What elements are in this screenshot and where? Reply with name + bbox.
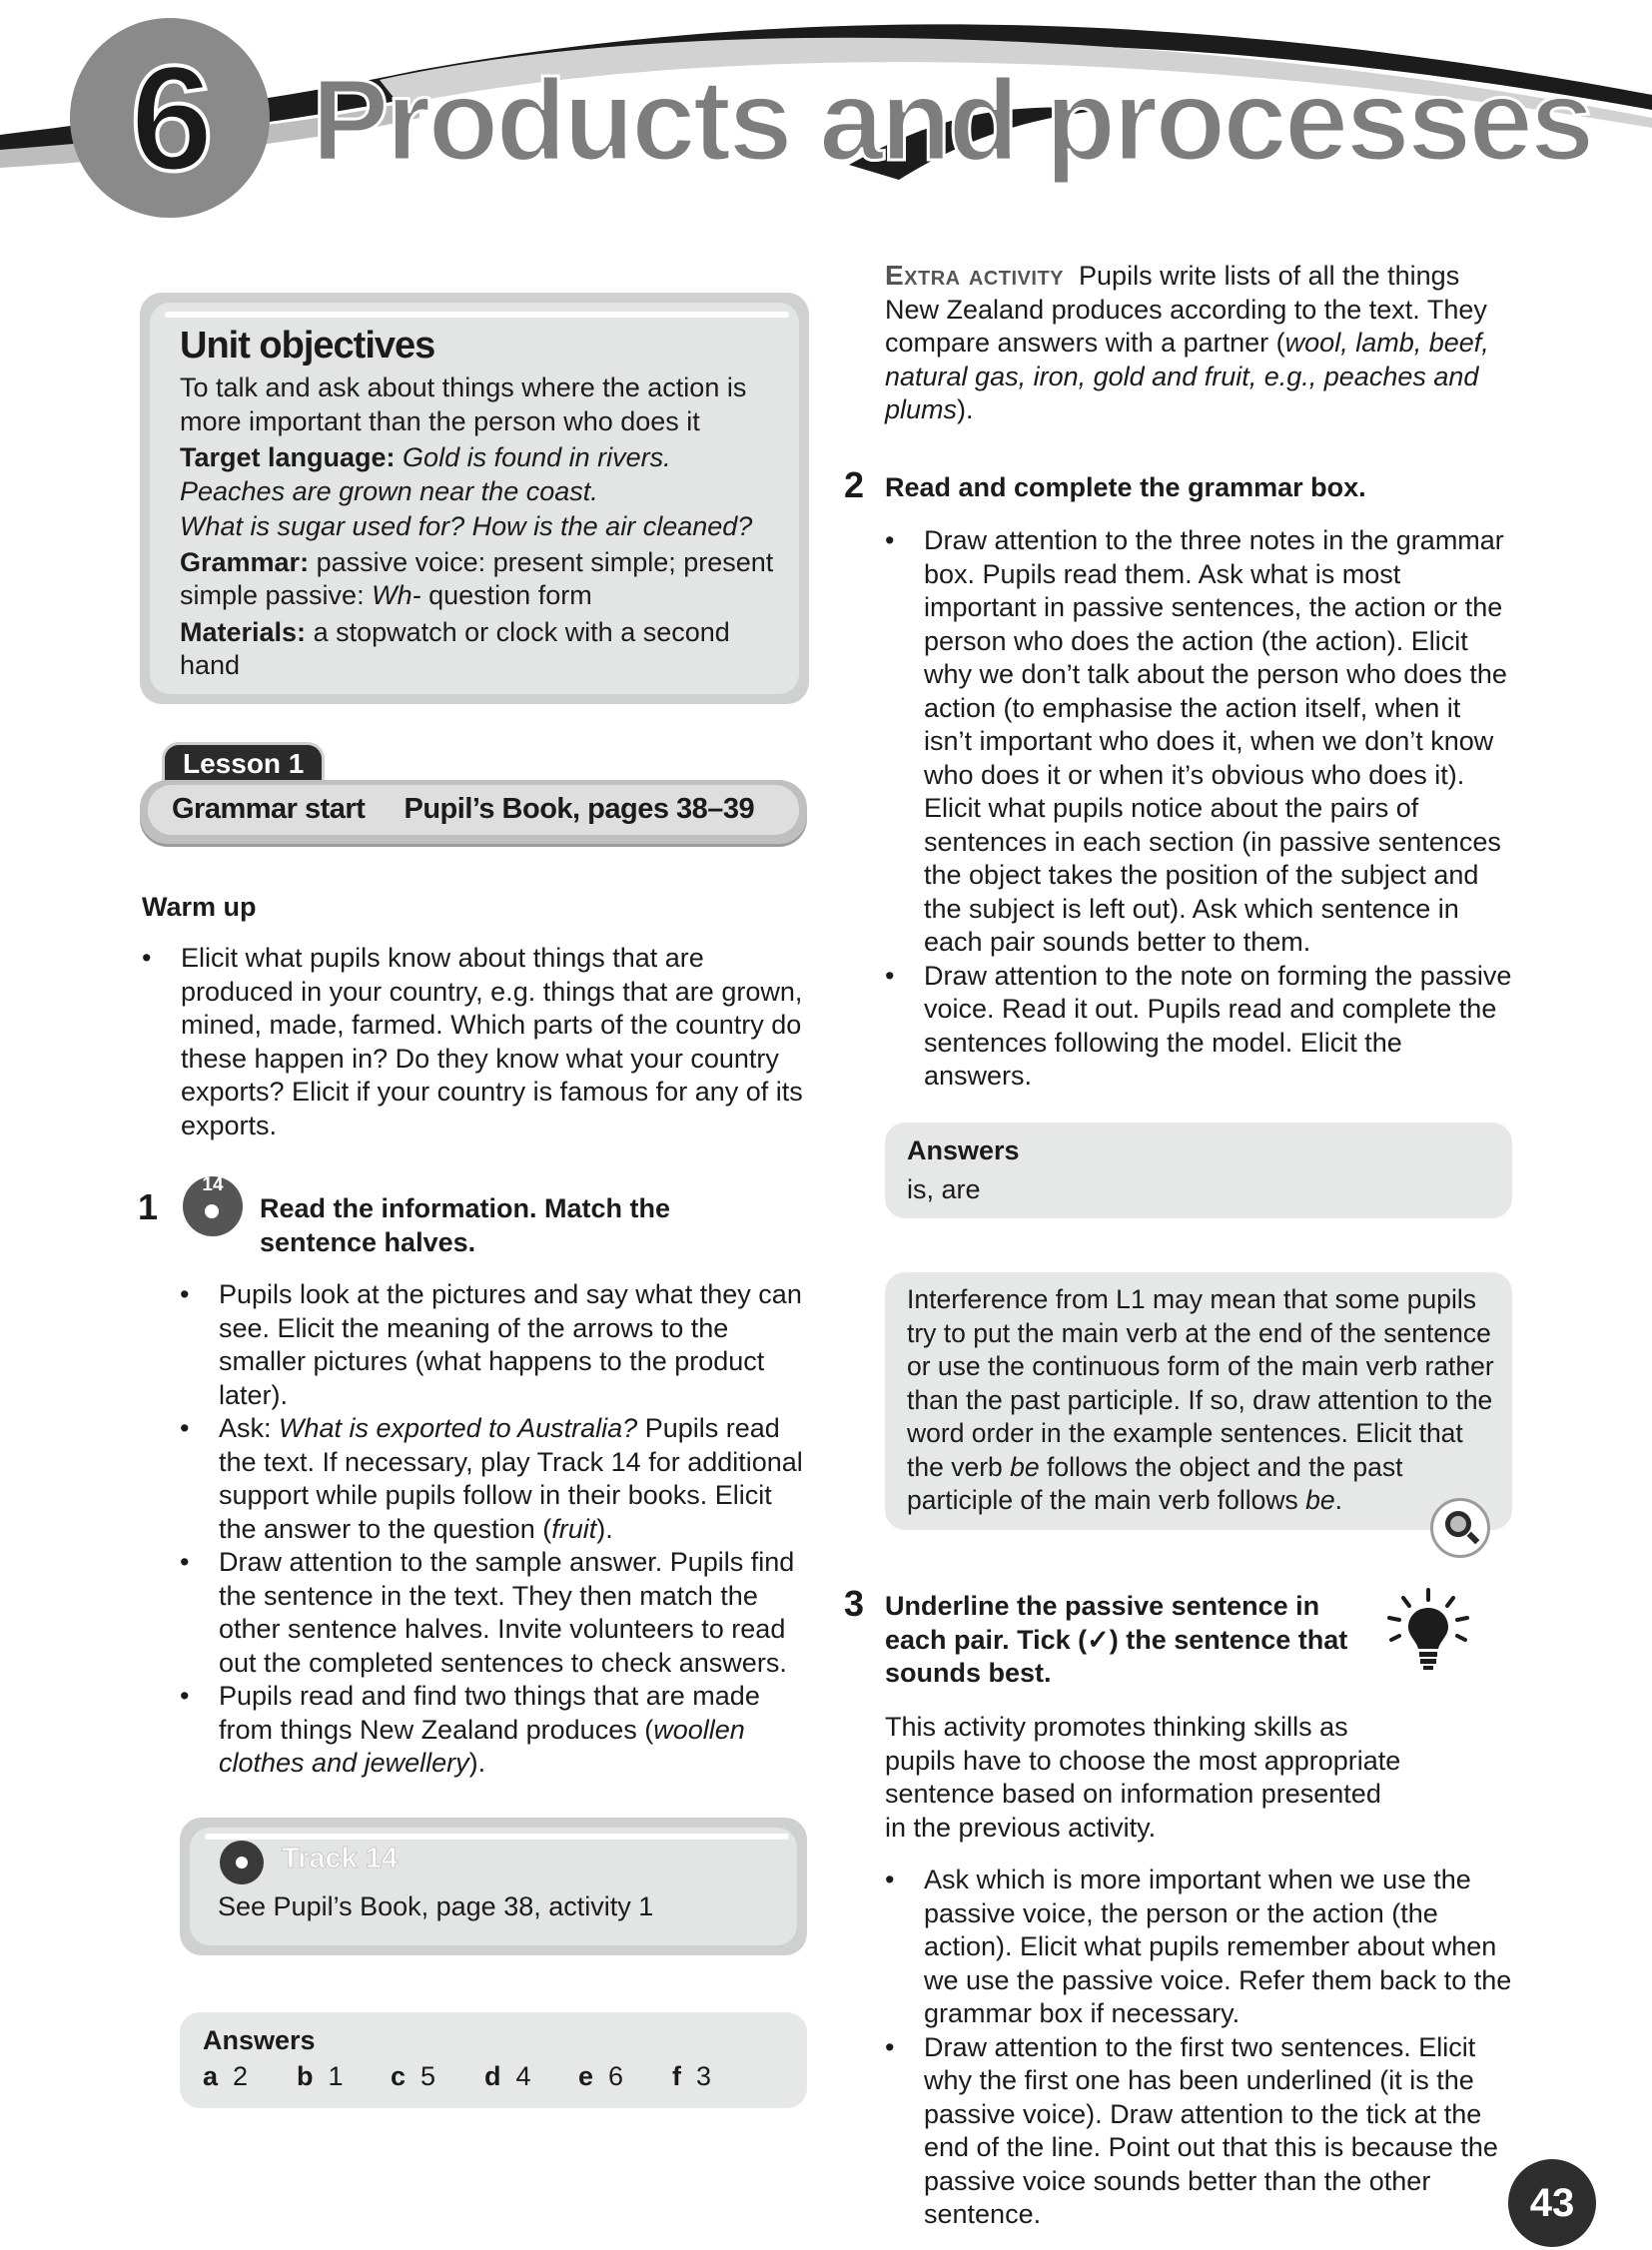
answer-letter: f <box>672 2061 681 2091</box>
grammar-text-2: question form <box>428 580 592 610</box>
b4-pre: Pupils read and find two things that are made from things New Zealand produces ( <box>219 1681 760 1745</box>
interference-be-2: be <box>1305 1485 1335 1515</box>
grammar-text: passive voice: present simple; present simple passive: <box>180 546 774 610</box>
activity-3-bullet-1: • Ask which is more important when we use the passive voice, the person or the action (the action). Elicit what pupils remember about when we use the passive voice. Refer them back to the grammar box if necessary. <box>885 1864 1514 2031</box>
b2-end: ). <box>596 1513 613 1544</box>
activity-1-bullet-3: • Draw attention to the sample answer. Pupils find the sentence in the text. They then match the other sentence halves. Invite volunteers to read out the completed sentences to check answers. <box>180 1546 811 1680</box>
page-number: 43 <box>1529 2181 1575 2225</box>
answers-1-heading: Answers <box>203 2025 316 2055</box>
answer-number: 1 <box>328 2061 344 2091</box>
answer-letter: b <box>297 2061 314 2091</box>
page-title: Products and processes <box>312 55 1592 185</box>
answer-pair <box>672 2060 766 2093</box>
target-language <box>180 441 789 475</box>
answer-pair <box>391 2060 484 2093</box>
objectives-intro: To talk and ask about things where the action is more important than the person who does it <box>180 373 747 436</box>
activity-2-bullet-2: • Draw attention to the note on forming the passive voice. Read it out. Pupils read and complete the sentences following the model. Elicit the answers. <box>885 960 1514 1094</box>
answer-letter: d <box>484 2061 501 2091</box>
answer-number: 2 <box>233 2061 249 2091</box>
unit-objectives-heading: Unit objectives <box>180 325 435 367</box>
unit-objectives-rule <box>165 312 789 318</box>
activity-1-heading: Read the information. Match the sentence halves. <box>260 1193 671 1257</box>
unit-number: 6 <box>130 33 210 202</box>
cd-icon <box>183 1176 243 1236</box>
activity-3-number: 3 <box>844 1583 865 1624</box>
lesson-bar-text <box>172 793 754 826</box>
activity-2-list <box>885 524 1514 1094</box>
extra-activity-answers: wool, lamb, beef, natural gas, iron, gold and fruit, e.g., peaches and plums <box>885 328 1489 424</box>
extra-activity-text: Pupils write lists of all the things New Zealand produces according to the text. They compare answers with a partner ( <box>885 261 1487 358</box>
answer-number: 4 <box>515 2061 531 2091</box>
grammar-line <box>180 546 789 613</box>
answers-1-row <box>203 2060 766 2093</box>
answer-number: 5 <box>420 2061 436 2091</box>
target-language-label: Target language: <box>180 442 396 472</box>
track-text: See Pupil’s Book, page 38, activity 1 <box>218 1891 654 1921</box>
materials-line <box>180 616 789 683</box>
extra-activity-label: Extra activity <box>885 260 1065 291</box>
activity-2-number: 2 <box>844 464 865 505</box>
answer-number: 6 <box>608 2061 624 2091</box>
answer-letter: a <box>203 2061 219 2091</box>
materials-text: a stopwatch or clock with a second hand <box>180 616 730 680</box>
activity-2-bullet-1: • Draw attention to the three notes in the grammar box. Pupils read them. Ask what is most important in passive sentences, the action or the person who does the action (the action). Elicit why we don’t talk about the person who does the action (to emphasise the action itself, when it isn’t important who does it, when we don’t know who does it or when it’s obvious who does it). Elicit what pupils notice about the pairs of sentences in each section (in passive sentences the object takes the position of the subject and the subject is left out). Ask which sentence in each pair sounds better to them. <box>885 524 1514 960</box>
interference-be-1: be <box>1010 1451 1040 1482</box>
extra-activity-end: ). <box>957 394 974 424</box>
answer-pair <box>203 2060 297 2093</box>
interference-note-text <box>907 1283 1498 1518</box>
activity-2-heading: Read and complete the grammar box. <box>885 472 1366 502</box>
grammar-label: Grammar: <box>180 546 310 577</box>
answer-pair <box>484 2060 578 2093</box>
extra-activity <box>885 259 1514 427</box>
activity-1-bullet-1: • Pupils look at the pictures and say what they can see. Elicit the meaning of the arrows to the smaller pictures (what happens to the product later). <box>180 1278 811 1412</box>
activity-3-intro: This activity promotes thinking skills as pupils have to choose the most appropriate sentence based on information presented in the previous activity. <box>885 1712 1401 1843</box>
target-language-1: Gold is found in rivers. <box>403 442 671 472</box>
warmup-list <box>142 942 811 1142</box>
warmup-heading: Warm up <box>142 892 257 922</box>
activity-1-number: 1 <box>138 1186 159 1227</box>
lesson-pages: Pupil’s Book, pages 38–39 <box>404 793 755 825</box>
activity-1-bullet-2 <box>180 1412 811 1546</box>
b2-question: What is exported to Australia? <box>279 1413 638 1443</box>
answer-number: 3 <box>696 2061 712 2091</box>
activity-3-list <box>885 1864 1514 2232</box>
answer-letter: c <box>391 2061 407 2091</box>
answers-2-heading: Answers <box>907 1135 1020 1165</box>
track-badge-number: 14 <box>202 1174 224 1195</box>
answer-letter: e <box>578 2061 594 2091</box>
b2-answer: fruit <box>551 1513 597 1544</box>
lightbulb-icon <box>1383 1586 1473 1676</box>
magnifier-icon <box>1430 1498 1490 1558</box>
activity-1-bullet-4 <box>180 1680 811 1781</box>
interference-text-3: . <box>1334 1485 1343 1515</box>
interference-text-2: follows the object and the past participle of the main verb follows <box>907 1451 1403 1515</box>
activity-3-heading: Underline the passive sentence in each pair. Tick (✓) the sentence that sounds best. <box>885 1591 1348 1688</box>
interference-text-1: Interference from L1 may mean that some pupils try to put the main verb at the end of the sentence or use the continuous form of the main verb rather than the past participle. If so, draw attention to the word order in the example sentences. Elicit that the verb <box>907 1284 1494 1482</box>
b2-pre: Ask: <box>219 1413 280 1443</box>
materials-label: Materials: <box>180 616 307 647</box>
b4-answer: woollen clothes and jewellery <box>219 1714 745 1778</box>
answer-pair <box>578 2060 672 2093</box>
track-cd-icon <box>220 1841 264 1884</box>
b2-post: Pupils read the text. If necessary, play Track 14 for additional support while pupils follow in their books. Elicit the answer to the question ( <box>219 1413 803 1544</box>
target-language-3: What is sugar used for? How is the air cleaned? <box>180 511 753 541</box>
target-language-2: Peaches are grown near the coast. <box>180 475 598 506</box>
grammar-wh: Wh- <box>372 580 421 610</box>
answers-2-text: is, are <box>907 1174 981 1204</box>
b4-end: ). <box>468 1748 486 1778</box>
lesson-tab: Lesson 1 <box>165 745 322 783</box>
answer-pair <box>297 2060 391 2093</box>
track-label: Track 14 <box>282 1843 399 1875</box>
warmup-bullet: • Elicit what pupils know about things that are produced in your country, e.g. things that are grown, mined, made, farmed. Which parts of the country do these happen in? Do they know what your country exports? Elicit if your country is famous for any of its exports. <box>142 942 811 1142</box>
activity-1-list <box>180 1278 811 1781</box>
unit-objectives-content <box>180 325 789 683</box>
lesson-type: Grammar start <box>172 793 366 825</box>
activity-3-bullet-2: • Draw attention to the first two sentences. Elicit why the first one has been underlined (it is the passive voice). Draw attention to the tick at the end of the line. Point out that this is because the passive voice sounds better than the other sentence. <box>885 2031 1514 2232</box>
track-panel-rule <box>205 1834 789 1840</box>
